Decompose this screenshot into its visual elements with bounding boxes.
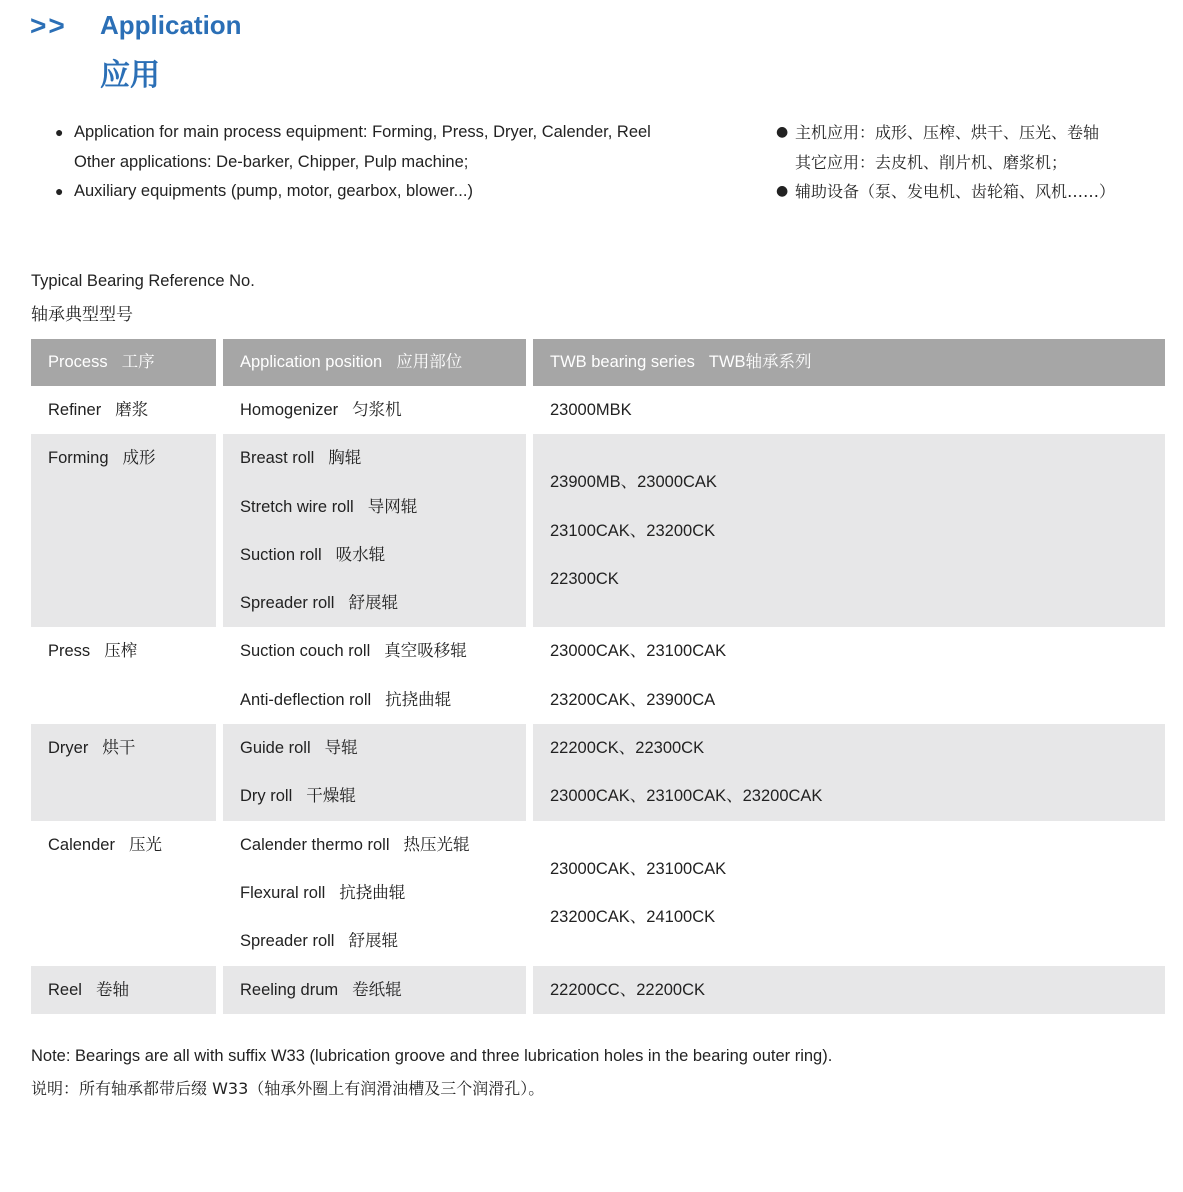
table-row	[31, 821, 1165, 966]
series-cell	[533, 386, 1165, 434]
position-item: Suction roll 吸水辊	[240, 545, 386, 564]
position-cell	[223, 966, 526, 1014]
bullet-item	[55, 177, 651, 207]
table-row	[31, 966, 1165, 1014]
position-item: Homogenizer 匀浆机	[240, 401, 402, 419]
position-cell	[223, 821, 526, 966]
series-item: 23000CAK、23100CAK	[550, 642, 727, 661]
bullet-subtext: Other applications: De-barker, Chipper, Pulp machine;	[74, 152, 469, 171]
position-item: Anti-deflection roll 抗挠曲辊	[240, 690, 452, 709]
bullet-icon: ●	[55, 183, 64, 199]
position-item: Spreader roll 舒展辊	[240, 932, 398, 951]
series-item: 23000CAK、23100CAK	[550, 859, 727, 878]
series-item: 22300CK	[550, 570, 619, 589]
table-body	[31, 386, 1165, 1014]
bullet-icon: ●	[776, 183, 789, 199]
section-title-en: Application	[100, 10, 242, 40]
position-item: Calender thermo roll 热压光辊	[240, 835, 470, 854]
reference-heading-cn: 轴承典型型号	[31, 305, 133, 325]
position-item: Flexural roll 抗挠曲辊	[240, 883, 406, 902]
series-item: 23200CAK、24100CK	[550, 908, 716, 927]
position-item: Guide roll 导辊	[240, 739, 358, 758]
bullet-item	[55, 118, 651, 148]
table-row	[31, 627, 1165, 724]
table-row	[31, 434, 1165, 627]
column-header-process: Process 工序	[31, 339, 216, 386]
series-item: 23200CAK、23900CA	[550, 690, 716, 709]
bullet-text: Auxiliary equipments (pump, motor, gearbox, blower...)	[74, 182, 473, 200]
bullet-text: 辅助设备（泵、发电机、齿轮箱、风机……）	[795, 182, 1116, 201]
bullet-icon: ●	[776, 124, 789, 140]
series-item: 23100CAK、23200CK	[550, 521, 716, 540]
series-item: 23900MB、23000CAK	[550, 473, 717, 492]
position-item: Stretch wire roll 导网辊	[240, 497, 418, 516]
bullet-text: 主机应用：成形、压榨、烘干、压光、卷轴	[795, 123, 1100, 142]
column-header-position: Application position 应用部位	[223, 339, 526, 386]
table-header-row	[31, 339, 1165, 386]
process-cell: Forming 成形	[31, 434, 216, 627]
bullet-icon: ●	[55, 124, 64, 140]
position-item: Reeling drum 卷纸辊	[240, 980, 402, 999]
bullet-list-cn	[776, 118, 1115, 207]
note-en: Note: Bearings are all with suffix W33 (lubrication groove and three lubrication holes in the bearing outer ring).	[31, 1047, 833, 1065]
reference-heading-en: Typical Bearing Reference No.	[31, 272, 255, 290]
series-cell	[533, 434, 1165, 627]
bullet-item	[776, 177, 1115, 207]
position-cell	[223, 724, 526, 821]
series-cell	[533, 724, 1165, 821]
bullet-subtext: 其它应用：去皮机、削片机、磨浆机；	[795, 152, 1068, 172]
position-cell	[223, 386, 526, 434]
process-cell: Dryer 烘干	[31, 724, 216, 821]
column-header-series: TWB bearing series TWB轴承系列	[533, 339, 1165, 386]
bullet-item	[776, 118, 1115, 148]
bullet-list-en	[55, 118, 651, 207]
series-item: 23000MBK	[550, 401, 632, 419]
position-item: Spreader roll 舒展辊	[240, 594, 398, 613]
process-cell: Refiner 磨浆	[48, 401, 149, 419]
bearing-reference-table	[31, 339, 1165, 1014]
bullet-text: Application for main process equipment: Forming, Press, Dryer, Calender, Reel	[74, 123, 651, 141]
process-cell: Reel 卷轴	[31, 966, 216, 1014]
process-cell: Calender 压光	[48, 835, 162, 854]
table-row	[31, 386, 1165, 434]
series-cell	[533, 821, 1165, 966]
series-cell	[533, 627, 1165, 724]
series-cell	[533, 966, 1165, 1014]
section-arrow-icon: >>	[30, 10, 67, 41]
series-item: 22200CK、22300CK	[550, 739, 705, 758]
position-cell	[223, 627, 526, 724]
position-item: Dry roll 干燥辊	[240, 787, 356, 806]
position-cell	[223, 434, 526, 627]
position-item: Breast roll 胸辊	[240, 449, 362, 468]
series-item: 22200CC、22200CK	[550, 980, 706, 999]
note-cn: 说明：所有轴承都带后缀 W33（轴承外圈上有润滑油槽及三个润滑孔）。	[31, 1079, 545, 1098]
table-row	[31, 724, 1165, 821]
position-item: Suction couch roll 真空吸移辊	[240, 642, 467, 661]
process-cell: Press 压榨	[48, 642, 138, 661]
section-title-cn: 应用	[100, 58, 160, 93]
series-item: 23000CAK、23100CAK、23200CAK	[550, 787, 823, 806]
